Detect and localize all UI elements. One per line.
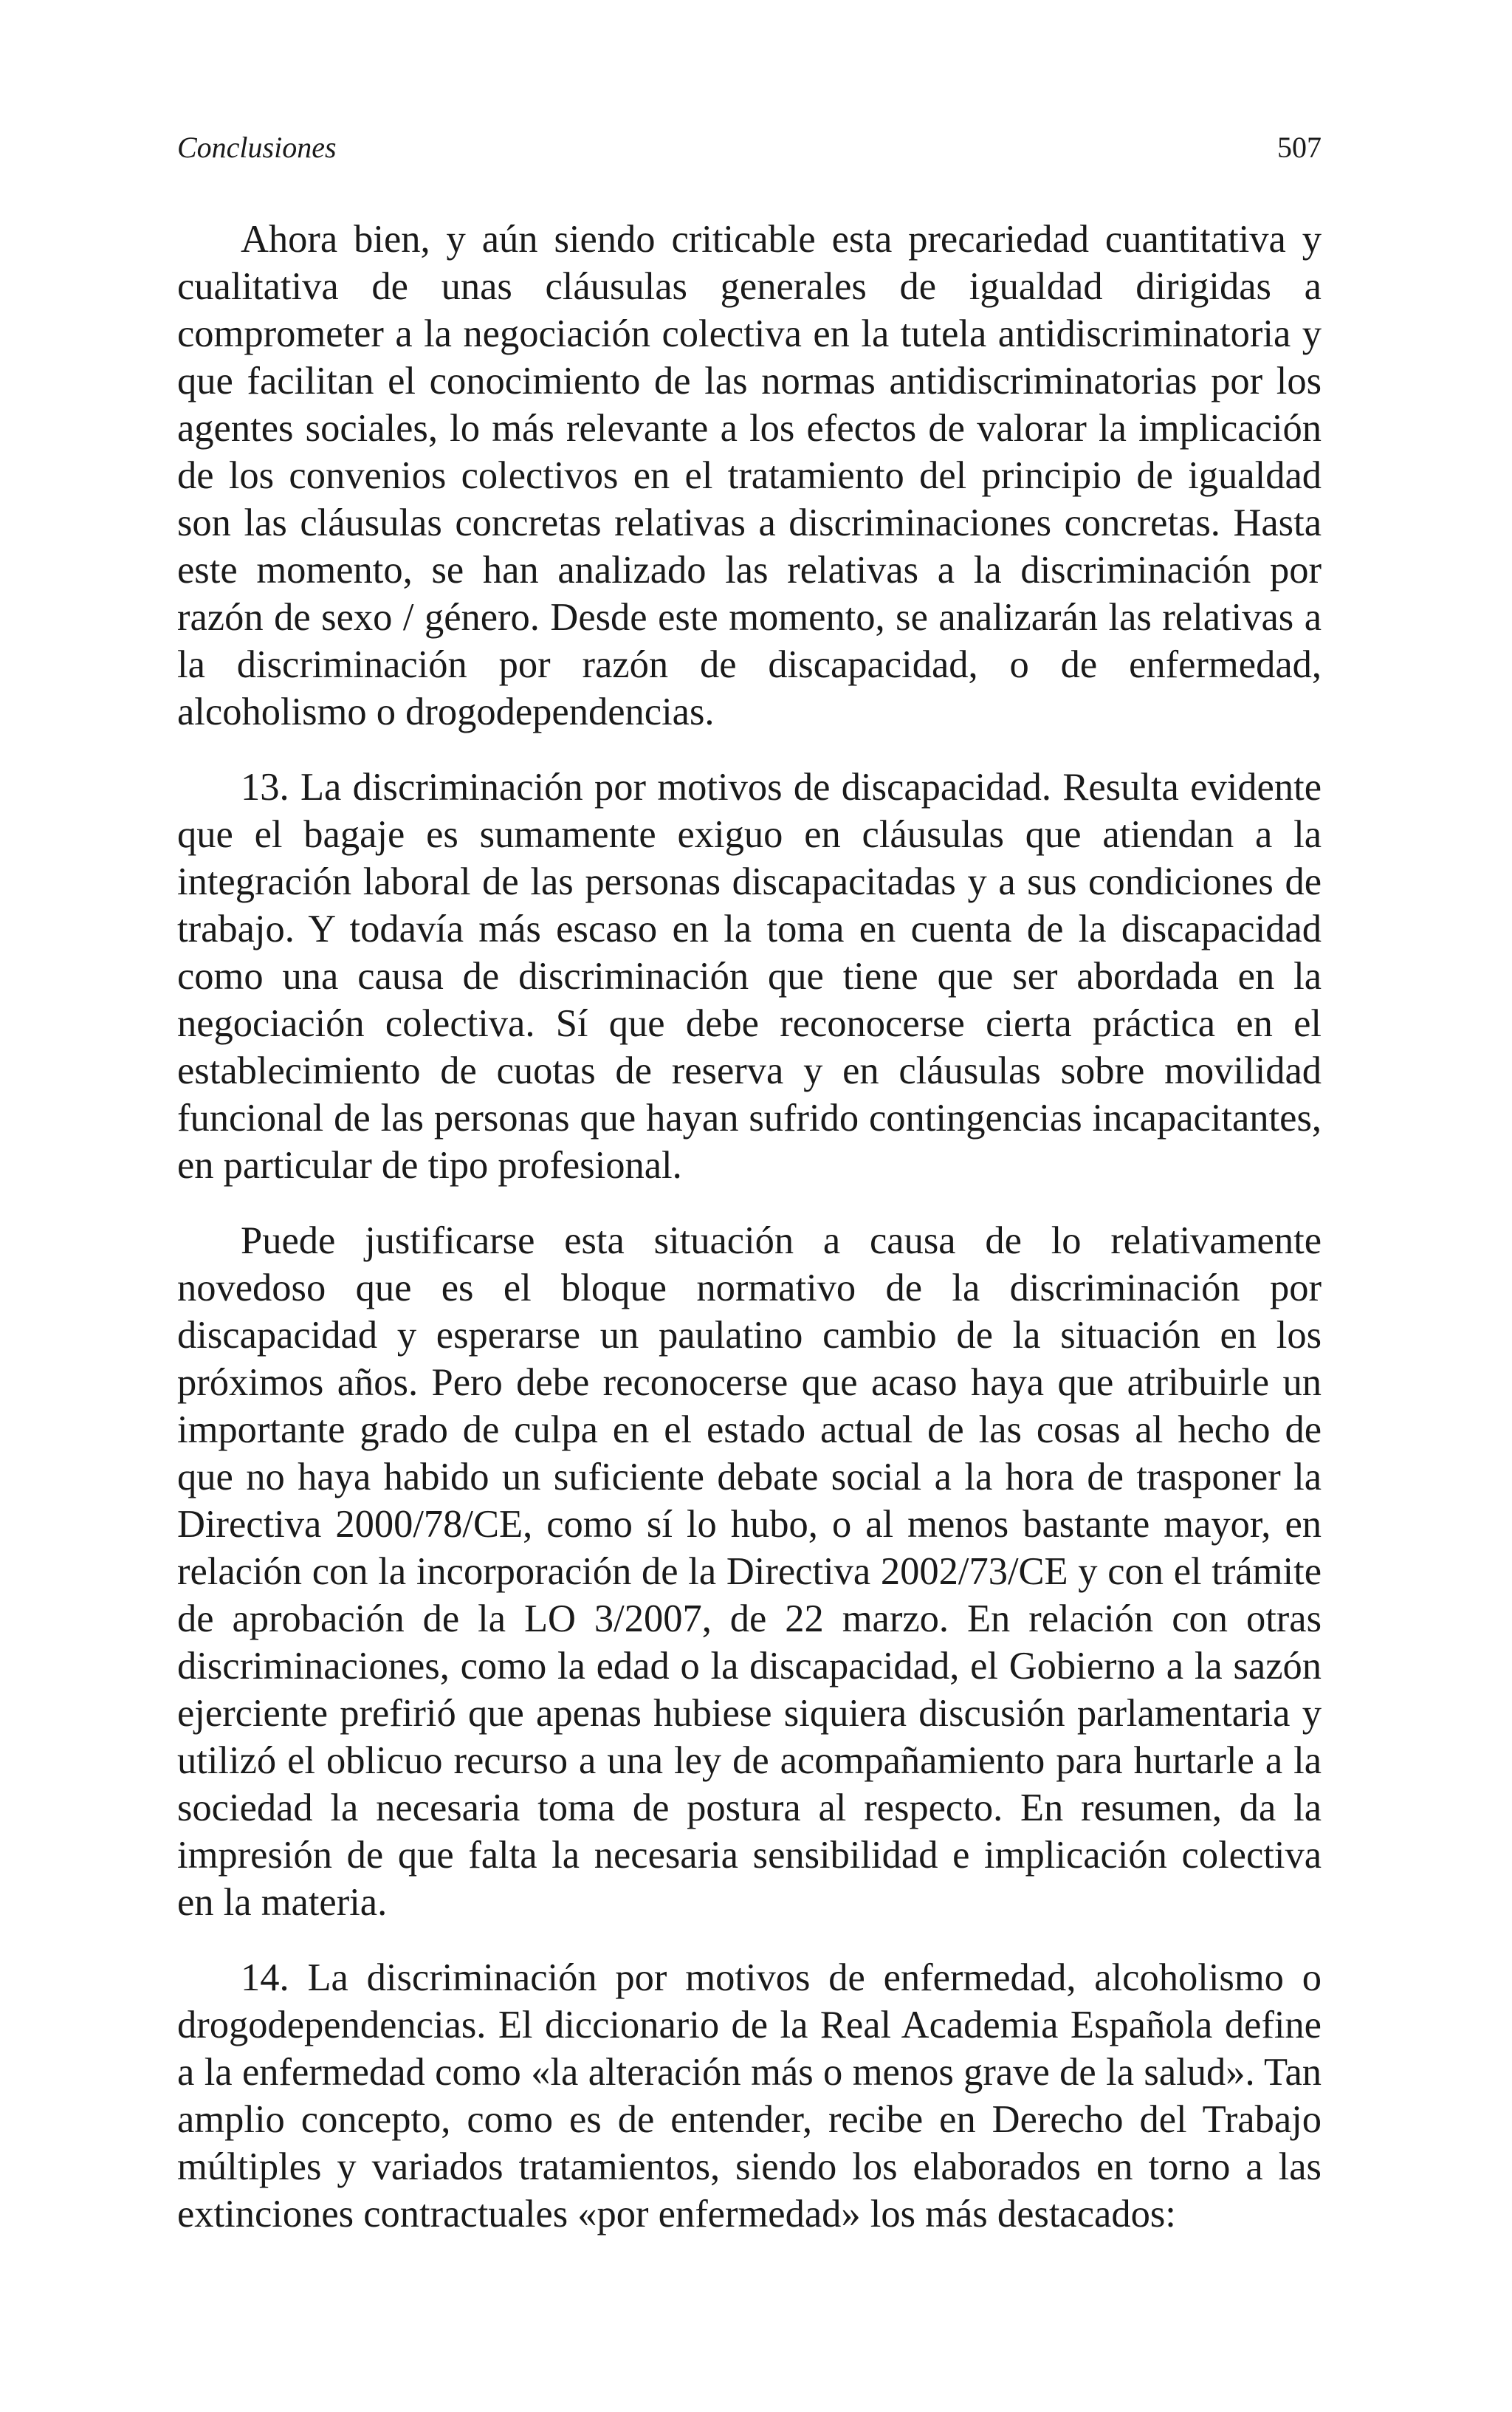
paragraph: Ahora bien, y aún siendo criticable esta precariedad cuantitativa y cualitativa de unas cláusulas generales de igualdad dirigidas a comprometer a la negociación colectiva en la tutela antidiscriminatoria y que facilitan el conocimiento de las normas antidiscriminatorias por los agentes sociales, lo más relevante a los efectos de valorar la implicación de los convenios colectivos en el tratamiento del principio de igualdad son las cláusulas concretas relativas a discriminaciones concretas. Hasta este momento, se han analizado las relativas a la discriminación por razón de sexo / género. Desde este momento, se analizarán las relativas a la discriminación por razón de discapacidad, o de enfermedad, alcoholismo o drogodependencias. [177, 218, 1322, 733]
body-text [177, 216, 1322, 2238]
book-page [177, 133, 1322, 2266]
running-header [177, 133, 1322, 162]
running-title: Conclusiones [177, 131, 337, 164]
paragraph: Puede justificarse esta situación a causa de lo relativamente novedoso que es el bloque normativo de la discriminación por discapacidad y esperarse un paulatino cambio de la situación en los próximos años. Pero debe reconocerse que acaso haya que atribuirle un importante grado de culpa en el estado actual de las cosas al hecho de que no haya habido un suficiente debate social a la hora de trasponer la Directiva 2000/78/CE, como sí lo hubo, o al menos bastante mayor, en relación con la incorporación de la Directiva 2002/73/CE y con el trámite de aprobación de la LO 3/2007, de 22 marzo. En relación con otras discriminaciones, como la edad o la discapacidad, el Gobierno a la sazón ejerciente prefirió que apenas hubiese siquiera discusión parlamentaria y utilizó el oblicuo recurso a una ley de acompañamiento para hurtarle a la sociedad la necesaria toma de postura al respecto. En resumen, da la impresión de que falta la necesaria sensibilidad e implicación colectiva en la materia. [177, 1219, 1322, 1924]
paragraph: 14. La discriminación por motivos de enfermedad, alcoholismo o drogodependencias. El diccionario de la Real Academia Española define a la enfermedad como «la alteración más o menos grave de la salud». Tan amplio concepto, como es de entender, recibe en Derecho del Trabajo múltiples y variados tratamientos, siendo los elaborados en torno a las extinciones contractuales «por enfermedad» los más destacados: [177, 1956, 1322, 2235]
paragraph: 13. La discriminación por motivos de discapacidad. Resulta evidente que el bagaje es sumamente exiguo en cláusulas que atiendan a la integración laboral de las personas discapacitadas y a sus condiciones de trabajo. Y todavía más escaso en la toma en cuenta de la discapacidad como una causa de discriminación que tiene que ser abordada en la negociación colectiva. Sí que debe reconocerse cierta práctica en el establecimiento de cuotas de reserva y en cláusulas sobre movilidad funcional de las personas que hayan sufrido contingencias incapacitantes, en particular de tipo profesional. [177, 766, 1322, 1187]
page-number: 507 [1277, 131, 1322, 164]
